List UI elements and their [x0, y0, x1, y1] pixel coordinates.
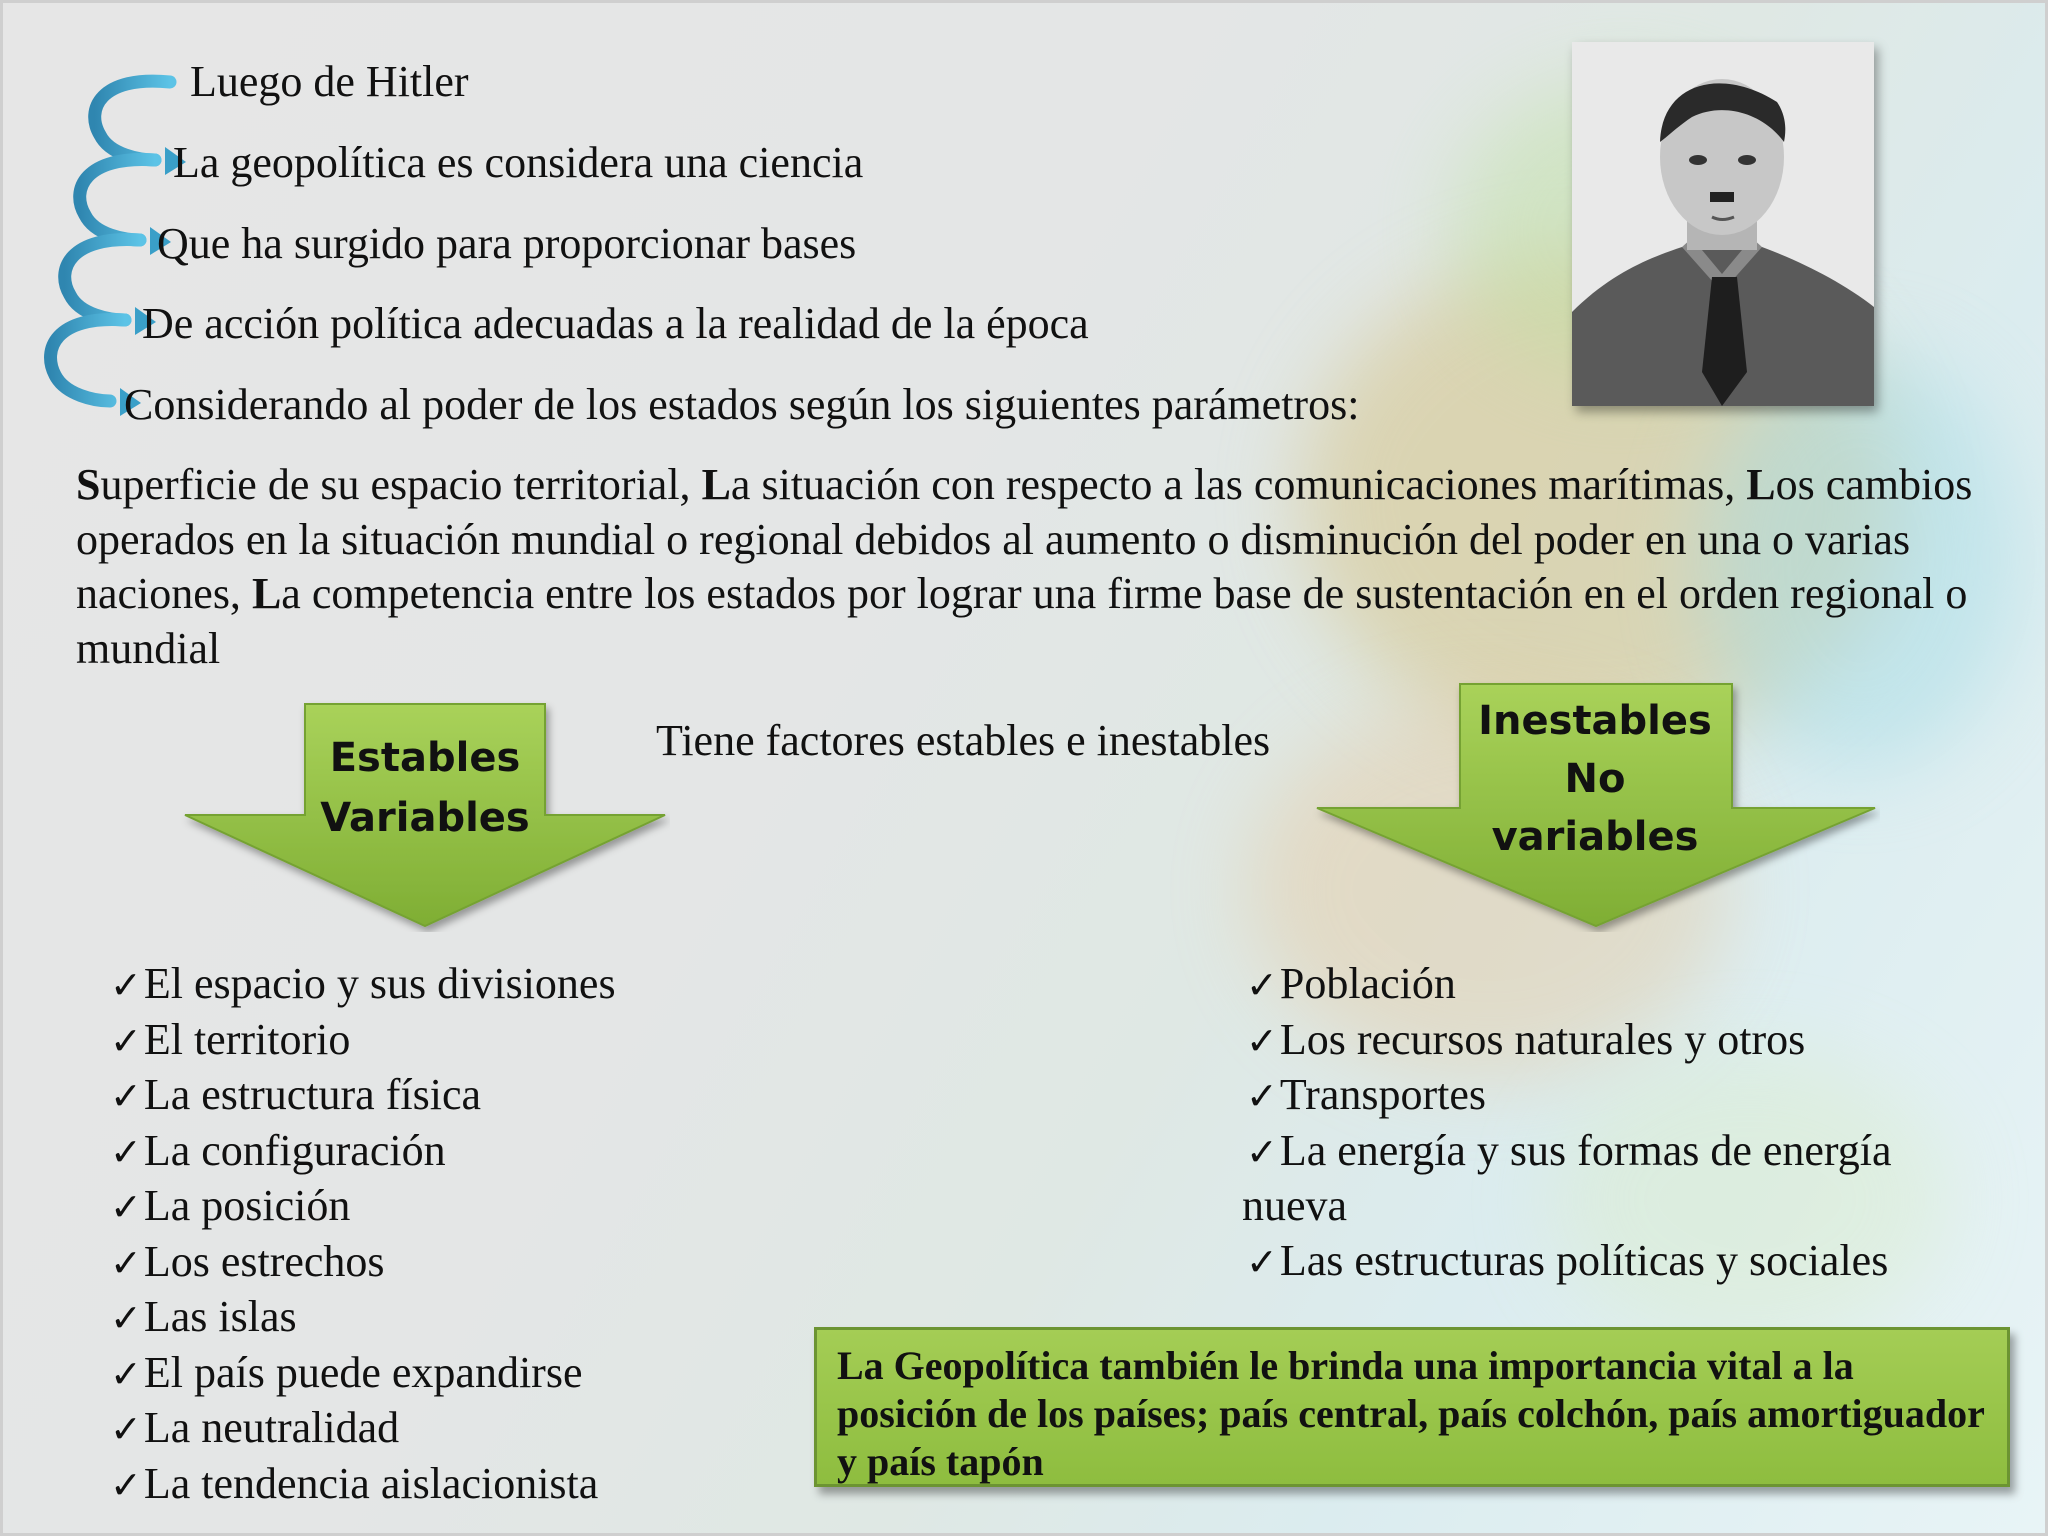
check-icon: ✓ [1246, 1129, 1278, 1174]
paragraph-text: uperficie de su espacio territorial, [100, 460, 702, 509]
check-icon: ✓ [1246, 1018, 1278, 1063]
check-icon: ✓ [1246, 1239, 1278, 1284]
list-item-text: La neutralidad [143, 1403, 400, 1452]
list-item [110, 957, 616, 1013]
list-item-text: Los estrechos [143, 1236, 385, 1286]
paragraph-text: a situación con respecto a las comunicaciones marítimas, [730, 460, 1747, 509]
check-icon: ✓ [1246, 963, 1278, 1007]
list-item-text: La configuración [143, 1125, 446, 1175]
list-item [110, 1401, 616, 1457]
check-icon: ✓ [110, 963, 142, 1007]
arrow-label-line: Inestables [1478, 698, 1712, 744]
paragraph-initial: L [701, 460, 731, 509]
list-item-text: Población [1279, 959, 1456, 1008]
stable-arrow-label [300, 728, 550, 848]
header-line: Luego de Hitler [190, 57, 469, 106]
list-item-text: nueva [1242, 1181, 1348, 1230]
paragraph-initial: L [251, 569, 282, 618]
header-line: Que ha surgido para proporcionar bases [157, 219, 857, 268]
list-item [110, 1068, 616, 1124]
parameters-paragraph [76, 458, 1976, 676]
list-item [1246, 1234, 1892, 1290]
list-item-text: Las islas [143, 1292, 297, 1341]
list-item-text: La energía y sus formas de energía [1279, 1125, 1892, 1175]
list-item-text: El espacio y sus divisiones [143, 959, 616, 1008]
arrow-label-line: No [1564, 756, 1626, 802]
check-icon: ✓ [110, 1129, 142, 1174]
list-item-text: El país puede expandirse [143, 1347, 583, 1397]
stable-factors-list [110, 957, 616, 1512]
list-item-text: La tendencia aislacionista [143, 1458, 599, 1508]
portrait-photo [1572, 42, 1874, 406]
unstable-factors-list [1242, 957, 1892, 1289]
paragraph-text: os cambios operados en la situación mundial o regional debidos al aumento o disminución del poder en una o varias naciones, [76, 460, 1973, 618]
factors-heading: Tiene factores estables e inestables [656, 716, 1271, 765]
header-line: Considerando al poder de los estados según los siguientes parámetros: [124, 380, 1360, 429]
check-icon: ✓ [110, 1240, 142, 1285]
list-item [110, 1179, 616, 1235]
check-icon: ✓ [110, 1074, 142, 1118]
check-icon: ✓ [110, 1462, 142, 1507]
arrow-label-line: variables [1491, 814, 1699, 860]
list-item [1242, 1124, 1892, 1234]
list-item [110, 1235, 616, 1291]
list-item-text: Las estructuras políticas y sociales [1279, 1235, 1889, 1285]
arrow-label-line: Estables [329, 735, 521, 781]
check-icon: ✓ [110, 1185, 142, 1229]
list-item [110, 1346, 616, 1402]
list-item [1246, 1013, 1892, 1069]
arrow-label-line: Variables [320, 795, 530, 841]
list-item [110, 1013, 616, 1069]
check-icon: ✓ [1246, 1074, 1278, 1118]
list-item [1246, 957, 1892, 1013]
header-line: La geopolítica es considera una ciencia [173, 138, 864, 187]
list-item-text: Transportes [1279, 1070, 1487, 1119]
paragraph-text: a competencia entre los estados por lograr una firme base de sustentación en el orden regional o mundial [76, 569, 1968, 673]
unstable-arrow-label [1445, 692, 1745, 866]
check-icon: ✓ [110, 1018, 142, 1063]
list-item [110, 1124, 616, 1180]
list-item-text: La estructura física [143, 1070, 481, 1119]
geopolitics-note-box: La Geopolítica también le brinda una importancia vital a la posición de los países; país central, país colchón, país amortiguador y país tapón [814, 1327, 2010, 1487]
list-item [110, 1457, 616, 1513]
list-item [1246, 1068, 1892, 1124]
list-item-text: El territorio [143, 1014, 351, 1064]
check-icon: ✓ [110, 1407, 142, 1451]
list-item-text: Los recursos naturales y otros [1279, 1014, 1806, 1064]
check-icon: ✓ [110, 1296, 142, 1340]
check-icon: ✓ [110, 1351, 142, 1396]
list-item [110, 1290, 616, 1346]
list-item-text: La posición [143, 1181, 351, 1230]
paragraph-initial: S [76, 460, 101, 509]
paragraph-initial: L [1746, 460, 1776, 509]
header-line: De acción política adecuadas a la realidad de la época [142, 299, 1089, 348]
